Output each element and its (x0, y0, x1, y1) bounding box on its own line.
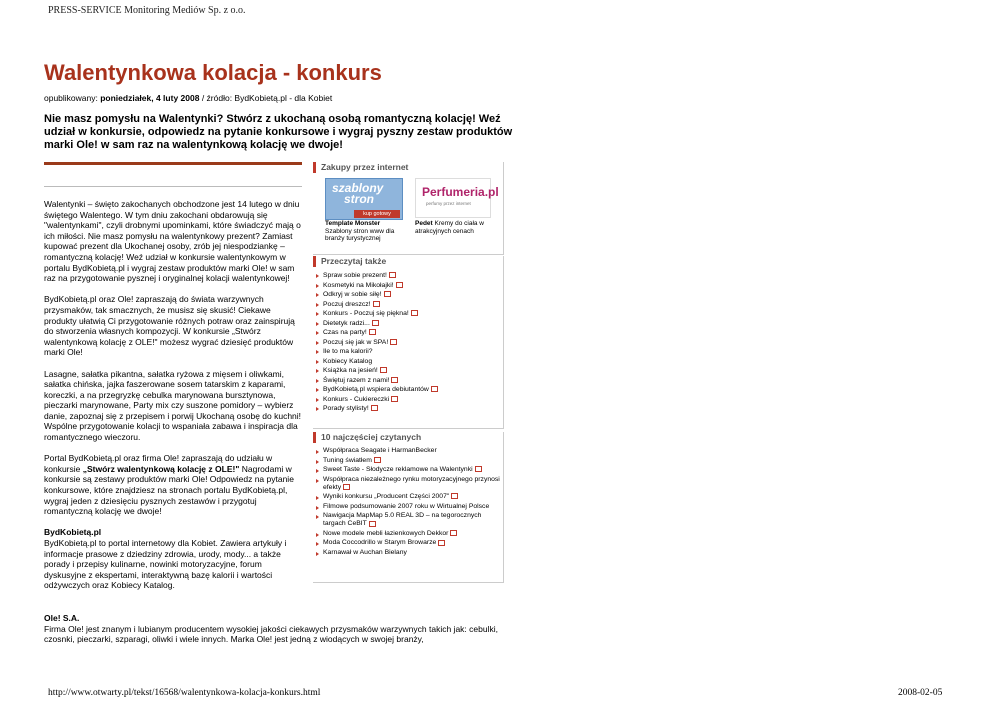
photo-icon (380, 367, 387, 373)
template-monster-banner[interactable] (325, 178, 403, 220)
most-read-list (313, 447, 503, 557)
article-link[interactable]: Świętuj razem z nami! (323, 376, 390, 384)
list-item (323, 539, 503, 547)
article-link[interactable]: Tuning światłem (323, 456, 372, 464)
article-link[interactable]: Czas na party! (323, 329, 367, 336)
article-link[interactable]: Karnawał w Auchan Bielany (323, 548, 407, 556)
list-item (323, 376, 503, 386)
photo-icon (411, 310, 418, 316)
paragraph (44, 453, 304, 517)
perfumeria-tagline: perfumy przez internet (426, 201, 471, 206)
article-link[interactable]: Współpraca Seagate i HarmanBecker (323, 447, 437, 454)
meta-date: poniedziałek, 4 luty 2008 (100, 93, 200, 103)
banner-text: stron (344, 192, 374, 206)
list-item (323, 366, 503, 376)
list-item (323, 493, 503, 501)
paragraph-text: BydKobietą.pl to portal internetowy dla Kobiet. Zawiera artykuły i informacje prasowe z dziedziny zdrowia, urody, mody... a także porady i przepisy kulinarne, nowinki motoryzacyjne, forum dyskusyjne z ekspertami, interaktywną bazę kalorii i wartości odżywczych oraz Kobiecy Katalog. (44, 538, 287, 591)
paragraph (44, 527, 304, 591)
article-link[interactable]: Odkryj w sobie siłę! (323, 291, 382, 298)
article-link[interactable]: Poczuj dreszcz! (323, 300, 371, 308)
photo-icon (475, 466, 482, 472)
photo-icon (391, 396, 398, 402)
divider (44, 186, 302, 187)
read-also-box (313, 256, 504, 429)
banner-text: szablony (332, 181, 384, 195)
article-link[interactable]: Poczuj się jak w SPA! (323, 338, 389, 346)
list-item (323, 319, 503, 329)
photo-icon (372, 320, 379, 326)
photo-icon (373, 301, 380, 307)
ad-caption (415, 220, 495, 235)
photo-icon (396, 282, 403, 288)
list-item (323, 404, 503, 414)
article-link[interactable]: Konkurs - Cukiereczki (323, 395, 390, 403)
capture-date: 2008-02-05 (898, 688, 943, 698)
article-link[interactable]: Współpraca niezależnego rynku motoryzacyjnego przynosi efekty (323, 475, 500, 491)
list-item (323, 338, 503, 348)
article-link[interactable]: Ile to ma kalorii? (323, 348, 373, 355)
meta-source: / źródło: BydKobietą.pl - dla Kobiet (199, 93, 333, 103)
article-link[interactable]: Wyniki konkursu „Producent Części 2007" (323, 493, 450, 501)
list-item (323, 290, 503, 300)
shopping-box (313, 162, 504, 255)
article-link[interactable]: Porady stylisty! (323, 405, 369, 412)
list-item (323, 476, 503, 492)
ad-name-link[interactable]: Pedet (415, 220, 433, 227)
article-link[interactable]: Moda Coccodrillo w Starym Browarze (323, 539, 437, 547)
paragraph: Walentynki – święto zakochanych obchodzone jest 14 lutego w dniu świętego Walentego. W tym dniu zakochani obdarowują się "walentynkami", czyli drobnymi upominkami, które świadczyć mają o ich miłości. Nie masz pomysłu na walentynkowy prezent? Zamiast kupować prezent dla Ukochanej osoby, zrób jej niespodziankę – romantyczną kolację! Weź udział w konkursie walentynkowym w portalu BydKobietą.pl i wygraj zestaw produktów marki Ole! w sam raz na przygotowanie pysznej i oryginalnej kolacji walentynkowej! (44, 199, 301, 284)
most-read-box (313, 432, 504, 583)
section-heading: Ole! S.A. (44, 613, 80, 623)
paragraph: BydKobietą.pl oraz Ole! zapraszają do świata warzywnych przysmaków, tak smacznych, że musisz się skusić! Ciekawe produkty ułatwią Ci przygotowanie różnych potraw oraz zainspirują do stworzenia własnych kompozycji. W konkursie „Stwórz walentynkową kolację z OLE!" możesz wygrać dziesięć produktów marki Ole! (44, 294, 295, 358)
list-item (323, 503, 503, 511)
list-item (323, 466, 503, 474)
meta-prefix: opublikowany: (44, 93, 101, 103)
list-item (323, 347, 503, 357)
list-item (323, 281, 503, 291)
divider (44, 162, 302, 165)
article-link[interactable]: Dietetyk radzi... (323, 319, 370, 327)
photo-icon (389, 272, 396, 278)
ad-caption (325, 220, 407, 243)
perfumeria-banner[interactable] (415, 178, 499, 218)
photo-icon (450, 530, 457, 536)
article-lead: Nie masz pomysłu na Walentynki? Stwórz z ukochaną osobą romantyczną kolację! Weź udział w konkursie, odpowiedz na pytanie konkursowe i wygraj pyszny zestaw produktów marki Ole! w sam raz na walentynkową kolację we dwoje! (44, 113, 513, 151)
paragraph-text: Portal BydKobietą.pl oraz firma Ole! zapraszają do udziału w konkursie (44, 453, 273, 474)
article-link[interactable]: Nowe modele mebli łazienkowych Dekkor (323, 529, 449, 537)
photo-icon (371, 405, 378, 411)
photo-icon (384, 291, 391, 297)
photo-icon (369, 521, 376, 527)
article-link[interactable]: BydKobietą.pl wspiera debiutantów (323, 386, 429, 393)
paragraph: Lasagne, sałatka pikantna, sałatka ryżowa z mięsem i oliwkami, sałatka chińska, jajka faszerowane sosem tatarskim z kaparami, koreczki, a na przegryzkę cebulka marynowana bursztynowa, pieczarki marynowane, Party mix czy suszone pomidory – wybierz danie, zapoznaj się z przepisem i porwij Ukochaną osobę do kuchni! Wspólne przygotowanie kolacji to wspaniała zabawa i inspiracja dla romantycznego wieczoru. (44, 368, 302, 443)
contest-name: „Stwórz walentynkową kolację z OLE!" (82, 463, 240, 474)
list-item (323, 357, 503, 367)
read-also-heading: Przeczytaj także (313, 256, 503, 267)
list-item (323, 549, 503, 557)
article-meta (44, 93, 332, 103)
photo-icon (343, 484, 350, 490)
photo-icon (451, 493, 458, 499)
list-item (323, 447, 503, 455)
list-item (323, 395, 503, 405)
source-url: http://www.otwarty.pl/tekst/16568/walentynkowa-kolacja-konkurs.html (48, 688, 321, 698)
list-item (323, 309, 503, 319)
photo-icon (369, 329, 376, 335)
ad-name-link[interactable]: Template Monster (325, 220, 381, 227)
article-title: Walentynkowa kolacja - konkurs (44, 60, 382, 85)
read-also-list (313, 271, 503, 414)
list-item (323, 328, 503, 338)
list-item (323, 385, 503, 395)
paragraph-text: Firma Ole! jest znanym i lubianym producentem wysokiej jakości ciekawych przysmaków warzywnych takich jak: cebulki, czosnki, pieczarki, szparagi, oliwki i wiele innych. Marka Ole! jest jedną z wiodących w swojej branży, (44, 623, 498, 645)
article-link[interactable]: Spraw sobie prezent! (323, 272, 387, 279)
article-link[interactable]: Kosmetyki na Mikołajki! (323, 281, 394, 289)
ad-desc: Szablony stron www dla branży turystycznej (325, 227, 395, 242)
paragraph-text: Nagrodami w konkursie są zestawy produktów marki Ole! Odpowiedz na pytanie konkursowe, które znajdziesz na stronach portalu BydKobietą.pl, wygraj jeden z dziesięciu pysznych zestawów i przygotuj romantyczną kolację we dwoje! (44, 463, 294, 517)
list-item (323, 457, 503, 465)
article-link[interactable]: Filmowe podsumowanie 2007 roku w Wirtualnej Polsce (323, 502, 490, 510)
photo-icon (431, 386, 438, 392)
photo-icon (390, 339, 397, 345)
press-service-header: PRESS-SERVICE Monitoring Mediów Sp. z o.o. (48, 5, 246, 16)
article-link[interactable]: Nawigacja MapMap 5.0 REAL 3D – na tegorocznych targach CeBIT (323, 512, 482, 528)
list-item (323, 530, 503, 538)
photo-icon (391, 377, 398, 383)
article-body (44, 199, 304, 602)
company-section (44, 613, 504, 645)
list-item (323, 512, 503, 528)
list-item (323, 300, 503, 310)
perfumeria-logo: Perfumeria.pl (422, 185, 499, 199)
shopping-heading: Zakupy przez internet (313, 162, 503, 173)
photo-icon (374, 457, 381, 463)
article-link[interactable]: Sweet Taste - Słodycze reklamowe na Walentynki (323, 466, 473, 473)
banner-button: kup gotowy (354, 210, 400, 218)
article-link[interactable]: Książka na jesień! (323, 367, 378, 374)
list-item (323, 271, 503, 281)
photo-icon (438, 540, 445, 546)
article-link[interactable]: Kobiecy Katalog (323, 357, 373, 365)
article-link[interactable]: Konkurs - Poczuj się piękna! (323, 310, 409, 317)
section-heading: BydKobietą.pl (44, 527, 102, 538)
ad-desc: Kremy do ciała w atrakcyjnych cenach (415, 220, 484, 235)
most-read-heading: 10 najczęściej czytanych (313, 432, 503, 443)
